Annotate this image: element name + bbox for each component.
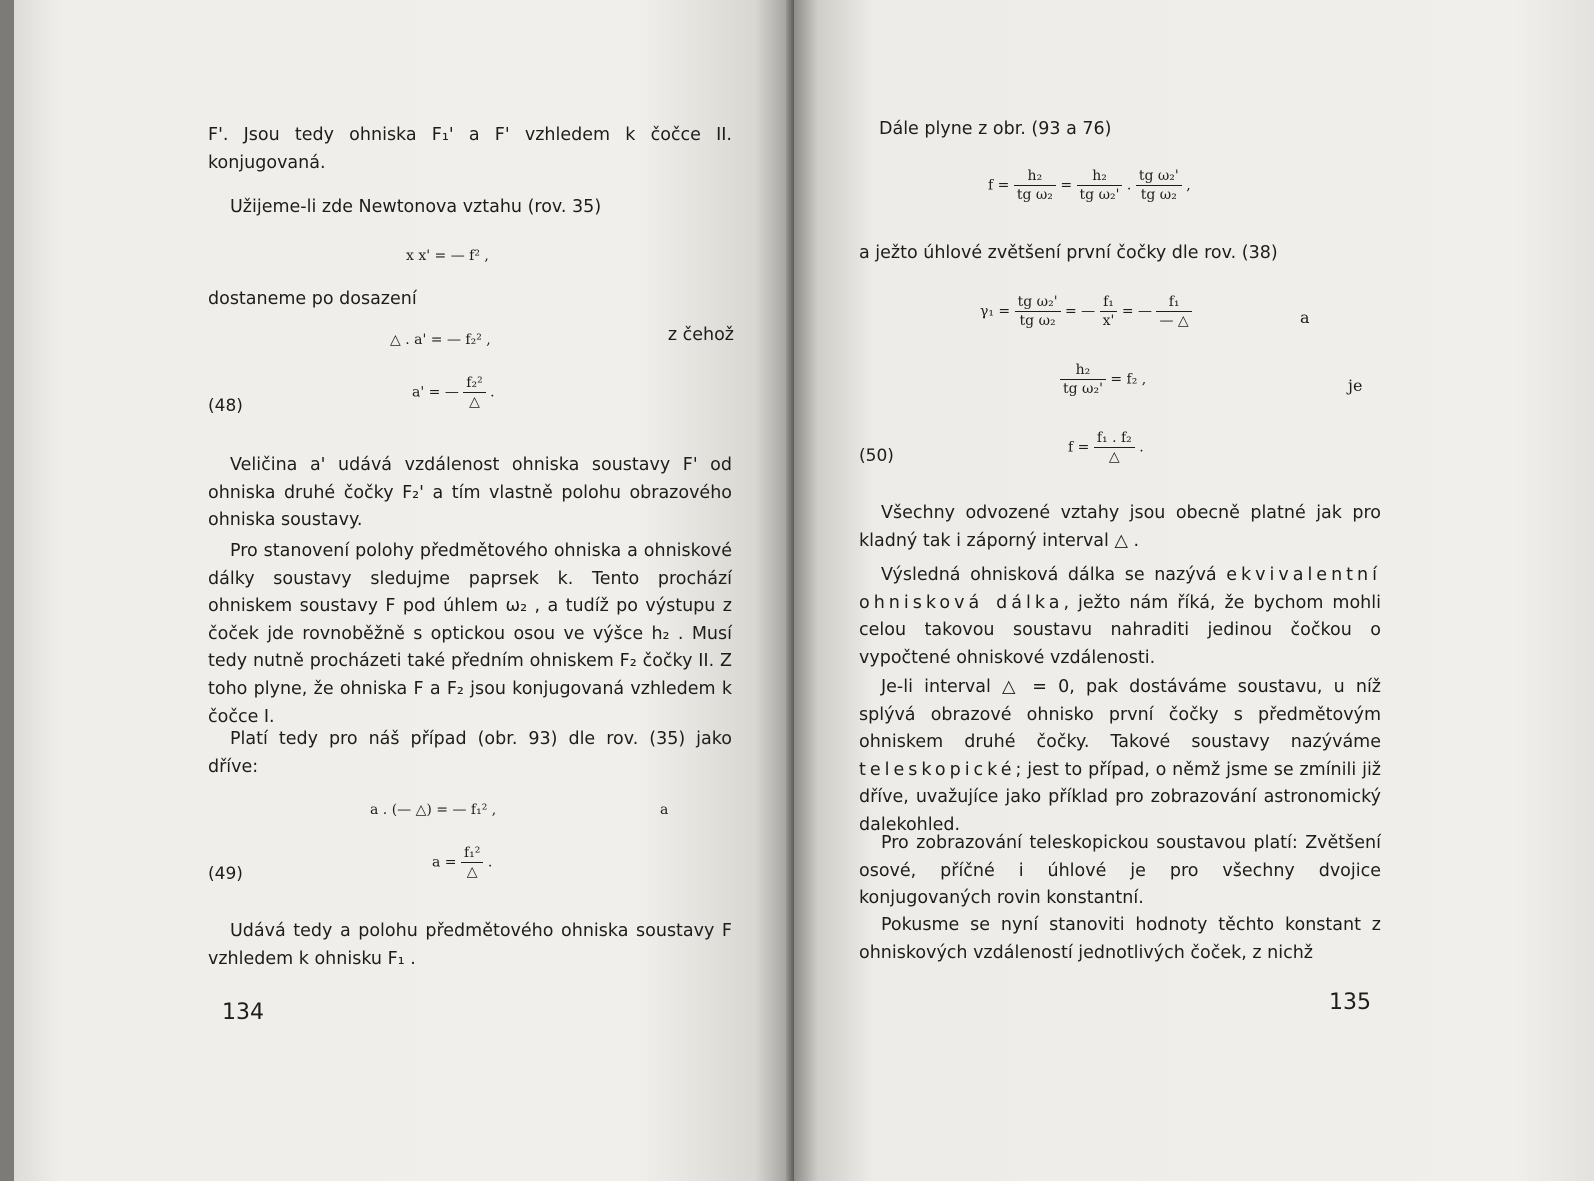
- equation-48-fraction: $\frac{\text{f₂²}}{\triangle}$: [463, 375, 485, 410]
- term-equivalent-focal-length: ekvivalentní ohnisková dálka: [859, 565, 1381, 613]
- left-page: [14, 0, 794, 1181]
- equation-50: f = $\frac{\text{f₁ . f₂}}{\triangle}$ .: [1068, 430, 1144, 465]
- right-para-2: a ježto úhlové zvětšení první čočky dle rov. (38): [859, 243, 1278, 263]
- left-para-3: dostaneme po dosazení: [208, 289, 417, 309]
- left-para-6: Platí tedy pro náš případ (obr. 93) dle rov. (35) jako dříve:: [208, 729, 732, 777]
- left-para-7: Udává tedy a polohu předmětového ohniska soustavy F vzhledem k ohnisku F₁ .: [208, 921, 732, 969]
- equation-newton: x x' = — f² ,: [406, 248, 489, 264]
- equation-gamma-tail: a: [1300, 308, 1310, 327]
- right-para-7: Pokusme se nyní stanoviti hodnoty těchto konstant z ohniskových vzdáleností jednotlivých čoček, z nichž: [859, 915, 1381, 963]
- right-para-5: Je-li interval △ = 0, pak dostáváme soustavu, u níž splývá obrazové ohnisko první čočky s předmětovým ohniskem druhé čočky. Takové soustavy nazýváme teleskopické; jest to případ, o němž jsme se zmínili již dříve, uvažujíce jako příklad pro zobrazování astronomický dalekohled.: [859, 677, 1381, 835]
- right-para-1: Dále plyne z obr. (93 a 76): [879, 119, 1112, 139]
- page-number-right: 135: [1329, 990, 1371, 1015]
- equation-substitution: △ . a' = — f₂² ,: [390, 332, 491, 348]
- equation-49: a = $\frac{\text{f₁²}}{\triangle}$ .: [432, 845, 493, 880]
- left-para-4: Veličina a' udává vzdálenost ohniska soustavy F' od ohniska druhé čočky F₂' a tím vlastně polohu obrazového ohniska soustavy.: [208, 455, 732, 531]
- equation-49-label: (49): [208, 864, 243, 884]
- equation-h-tail: je: [1348, 376, 1363, 395]
- left-para-1: F'. Jsou tedy ohniska F₁' a F' vzhledem k čočce II. konjugovaná.: [208, 125, 732, 173]
- equation-gamma: γ₁ = $\frac{\text{tg ω₂'}}{\text{tg ω₂}}$ = — $\frac{\text{f₁}}{x'}$ = — $\frac{\text{f₁}}{— \triangle}$: [980, 294, 1192, 329]
- equation-48-label: (48): [208, 396, 243, 416]
- z-cehoz: z čehož: [667, 325, 734, 345]
- equation-a: a . (— △) = — f₁² ,: [370, 802, 497, 818]
- equation-focal: f = $\frac{\text{h₂}}{\text{tg ω₂}}$ = $\frac{\text{h₂}}{\text{tg ω₂'}}$ . $\frac{\text{tg ω₂'}}{\text{tg ω₂}}$ ,: [988, 168, 1191, 203]
- left-para-5: Pro stanovení polohy předmětového ohniska a ohniskové dálky soustavy sledujme paprsek k. Tento prochází ohniskem soustavy F pod úhlem ω₂ , a tudíž po výstupu z čoček jde rovnoběžně s optickou osou ve výšce h₂ . Musí tedy nutně procházeti také předním ohniskem F₂ čočky II. Z toho plyne, že ohniska F a F₂ jsou konjugovaná vzhledem k čočce I.: [208, 541, 732, 727]
- left-para-2: Užijeme-li zde Newtonova vztahu (rov. 35): [230, 197, 602, 217]
- equation-a-tail: a: [660, 802, 669, 818]
- right-para-6: Pro zobrazování teleskopickou soustavou platí: Zvětšení osové, příčné i úhlové je pro všechny dvojice konjugovaných rovin konstantní.: [859, 833, 1381, 909]
- term-telescopic: teleskopické: [859, 759, 1016, 780]
- equation-50-label: (50): [859, 446, 894, 466]
- right-para-3: Všechny odvozené vztahy jsou obecně platné jak pro kladný tak i záporný interval △ .: [859, 503, 1381, 551]
- right-page: [794, 0, 1594, 1181]
- equation-49-fraction: $\frac{\text{f₁²}}{\triangle}$: [461, 845, 483, 880]
- right-para-4: Výsledná ohnisková dálka se nazývá ekvivalentní ohnisková dálka, ježto nám říká, že bychom mohli celou takovou soustavu nahraditi jedinou čočkou o vypočtené ohniskové vzdálenosti.: [859, 565, 1381, 668]
- page-number-left: 134: [222, 1000, 264, 1025]
- equation-h: $\frac{\text{h₂}}{\text{tg ω₂'}}$ = f₂ ,: [1060, 362, 1146, 397]
- equation-48: a' = — $\frac{\text{f₂²}}{\triangle}$ .: [412, 375, 495, 410]
